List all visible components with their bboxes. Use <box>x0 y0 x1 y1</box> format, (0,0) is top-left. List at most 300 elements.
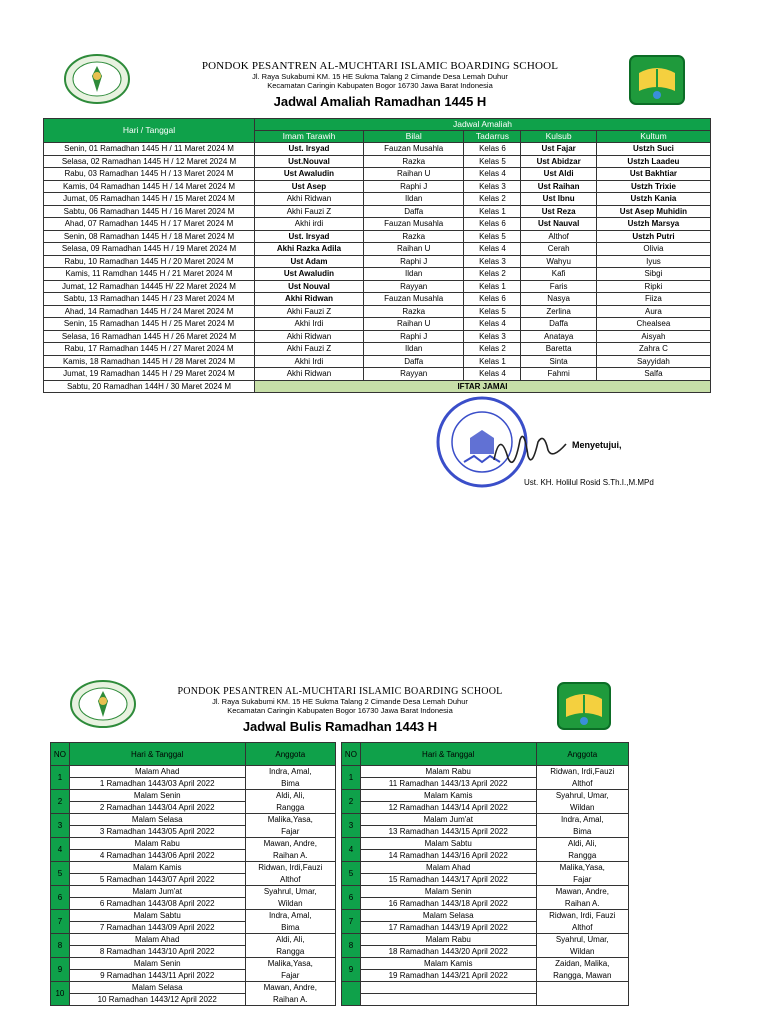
table-row <box>51 958 336 970</box>
table-cell: Daffa <box>521 318 596 331</box>
table-row <box>51 874 336 886</box>
table-row <box>342 970 629 982</box>
date-cell: 10 Ramadhan 1443/12 April 2022 <box>69 994 245 1006</box>
table-cell: Ust Ibnu <box>521 193 596 206</box>
row-number: 1 <box>342 766 361 790</box>
table-cell: Rabu, 17 Ramadhan 1445 H / 27 Maret 2024 M <box>44 343 255 356</box>
table-row <box>51 778 336 790</box>
table-cell: Razka <box>363 155 464 168</box>
date-cell: 17 Ramadhan 1443/19 April 2022 <box>360 922 536 934</box>
table-row <box>51 910 336 922</box>
approver-name: Ust. KH. Holilul Rosid S.Th.I.,M.MPd <box>524 478 654 487</box>
day-cell: Malam Kamis <box>360 790 536 802</box>
day-cell <box>360 982 536 994</box>
table-cell: Ust Nouval <box>255 280 364 293</box>
row-number: 9 <box>342 958 361 982</box>
table-cell: Ust Bakhtiar <box>596 168 710 181</box>
table-row <box>342 898 629 910</box>
table-row <box>342 862 629 874</box>
member-cell: Malika,Yasa, <box>536 862 628 874</box>
col-no: NO <box>342 743 361 766</box>
table-row <box>51 898 336 910</box>
table-row <box>342 826 629 838</box>
table-cell: Akhi Ridwan <box>255 330 364 343</box>
table-cell: Fiiza <box>596 293 710 306</box>
table-cell: Kelas 5 <box>464 230 521 243</box>
table-row <box>44 293 711 306</box>
table-row <box>44 318 711 331</box>
table-row <box>44 343 711 356</box>
table-cell: Zahra C <box>596 343 710 356</box>
table-cell: Jumat, 12 Ramadhan 14445 H/ 22 Maret 2024 M <box>44 280 255 293</box>
member-cell: Malika,Yasa, <box>245 814 335 826</box>
date-cell: 15 Ramadhan 1443/17 April 2022 <box>360 874 536 886</box>
table-row <box>44 193 711 206</box>
member-cell: Raihan A. <box>536 898 628 910</box>
day-cell: Malam Ahad <box>69 766 245 778</box>
table-row <box>51 970 336 982</box>
date-cell: 16 Ramadhan 1443/18 April 2022 <box>360 898 536 910</box>
table-cell: Akhi Fauzi Z <box>255 343 364 356</box>
row-number: 10 <box>51 982 70 1006</box>
table-cell: Fauzan Musahla <box>363 143 464 156</box>
member-cell: Wildan <box>536 946 628 958</box>
table-cell: Anataya <box>521 330 596 343</box>
table-row <box>51 766 336 778</box>
table-cell: Faris <box>521 280 596 293</box>
col-hari-tanggal: Hari / Tanggal <box>44 119 255 143</box>
table-cell: Senin, 08 Ramadhan 1445 H / 18 Maret 2024 M <box>44 230 255 243</box>
date-cell: 4 Ramadhan 1443/06 April 2022 <box>69 850 245 862</box>
table-row <box>44 330 711 343</box>
table-cell: Ahad, 07 Ramadhan 1445 H / 17 Maret 2024 M <box>44 218 255 231</box>
table-cell: Kelas 4 <box>464 243 521 256</box>
table-cell: Sabtu, 20 Ramadhan 144H / 30 Maret 2024 M <box>44 380 255 393</box>
col-header: Bilal <box>363 131 464 143</box>
day-cell: Malam Selasa <box>69 982 245 994</box>
table-cell: Senin, 01 Ramadhan 1445 H / 11 Maret 2024 M <box>44 143 255 156</box>
col-anggota: Anggota <box>536 743 628 766</box>
bulis-table-left <box>50 742 336 1006</box>
table-cell: Olivia <box>596 243 710 256</box>
table-cell: Kelas 3 <box>464 180 521 193</box>
date-cell: 13 Ramadhan 1443/15 April 2022 <box>360 826 536 838</box>
table-row <box>51 982 336 994</box>
row-number: 7 <box>51 910 70 934</box>
school-name: PONDOK PESANTREN AL-MUCHTARI ISLAMIC BOARDING SCHOOL <box>201 60 559 72</box>
table-cell: Fauzan Musahla <box>363 293 464 306</box>
date-cell: 5 Ramadhan 1443/07 April 2022 <box>69 874 245 886</box>
table-cell: Aura <box>596 305 710 318</box>
table-cell: Baretta <box>521 343 596 356</box>
table-cell: Kelas 2 <box>464 343 521 356</box>
table-cell: Rabu, 03 Ramadhan 1445 H / 13 Maret 2024 M <box>44 168 255 181</box>
day-cell: Malam Ahad <box>69 934 245 946</box>
table-row <box>342 802 629 814</box>
table-cell: Kelas 3 <box>464 330 521 343</box>
table-cell: Kamis, 18 Ramadhan 1445 H / 28 Maret 2024 M <box>44 355 255 368</box>
col-header: Kultum <box>596 131 710 143</box>
date-cell: 6 Ramadhan 1443/08 April 2022 <box>69 898 245 910</box>
table-row <box>44 205 711 218</box>
member-cell: Ridwan, Irdi,Fauzi <box>536 766 628 778</box>
member-cell: Althof <box>536 778 628 790</box>
table-cell: Razka <box>363 305 464 318</box>
table-cell: Kelas 6 <box>464 143 521 156</box>
day-cell: Malam Senin <box>69 790 245 802</box>
school-seal-logo <box>64 54 130 104</box>
table-row <box>44 143 711 156</box>
address-line-1-2: Jl. Raya Sukabumi KM. 15 HE Sukma Talang 2 Cimande Desa Lemah Duhur <box>212 697 468 706</box>
table-cell: Ust Nauval <box>521 218 596 231</box>
table-cell: Sabtu, 13 Ramadhan 1445 H / 23 Maret 2024 M <box>44 293 255 306</box>
member-cell: Ridwan, Irdi,Fauzi <box>245 862 335 874</box>
table-cell: Razka <box>363 230 464 243</box>
member-cell: Raihan A. <box>245 850 335 862</box>
table-cell: Ust Asep Muhidin <box>596 205 710 218</box>
table-cell: Ripki <box>596 280 710 293</box>
table-row <box>44 368 711 381</box>
row-number: 2 <box>342 790 361 814</box>
table-row <box>44 280 711 293</box>
member-cell: Bima <box>245 922 335 934</box>
table-row <box>51 994 336 1006</box>
table-cell: Akhi Irdi <box>255 318 364 331</box>
member-cell: Rangga <box>245 946 335 958</box>
address-line-1: Jl. Raya Sukabumi KM. 15 HE Sukma Talang 2 Cimande Desa Lemah Duhur <box>252 72 508 81</box>
bulis-table-right <box>341 742 629 1006</box>
table-cell: Sabtu, 06 Ramadhan 1445 H / 16 Maret 2024 M <box>44 205 255 218</box>
row-number: 5 <box>51 862 70 886</box>
day-cell: Malam Rabu <box>360 766 536 778</box>
row-number: 4 <box>51 838 70 862</box>
table-row <box>51 850 336 862</box>
row-number: 1 <box>51 766 70 790</box>
member-cell <box>536 982 628 994</box>
table-cell: Kelas 5 <box>464 305 521 318</box>
table-row <box>342 922 629 934</box>
table-cell: Fauzan Musahla <box>363 218 464 231</box>
member-cell: Fajar <box>245 826 335 838</box>
table-row <box>44 255 711 268</box>
table-row <box>44 218 711 231</box>
table-cell: Ildan <box>363 268 464 281</box>
row-number: 6 <box>51 886 70 910</box>
table-cell: Ust Raihan <box>521 180 596 193</box>
row-number: 6 <box>342 886 361 910</box>
table-cell: Akhi Fauzi Z <box>255 205 364 218</box>
row-number <box>342 982 361 1006</box>
table-cell: Fahmi <box>521 368 596 381</box>
table-cell: Akhi Irdi <box>255 355 364 368</box>
table-cell: Sibgi <box>596 268 710 281</box>
day-cell: Malam Senin <box>69 958 245 970</box>
date-cell <box>360 994 536 1006</box>
member-cell: Zaidan, Malika, <box>536 958 628 970</box>
table-cell: Akhi Ridwan <box>255 193 364 206</box>
table-cell: Jumat, 05 Ramadhan 1445 H / 15 Maret 2024 M <box>44 193 255 206</box>
table-cell: Akhi irdi <box>255 218 364 231</box>
table-cell: Kelas 6 <box>464 293 521 306</box>
date-cell: 18 Ramadhan 1443/20 April 2022 <box>360 946 536 958</box>
table-cell: Aisyah <box>596 330 710 343</box>
address-line-2: Kecamatan Caringin Kabupaten Bogor 16730 Jawa Barat Indonesia <box>267 81 493 90</box>
table-cell: Ustzh Trixie <box>596 180 710 193</box>
date-cell: 19 Ramadhan 1443/21 April 2022 <box>360 970 536 982</box>
table-row <box>44 155 711 168</box>
table-cell: Ust Awaludin <box>255 168 364 181</box>
member-cell: Aldi, Ali, <box>245 934 335 946</box>
table-row <box>51 802 336 814</box>
open-book-logo <box>557 682 611 730</box>
row-number: 7 <box>342 910 361 934</box>
member-cell: Syahrul, Umar, <box>245 886 335 898</box>
row-number: 9 <box>51 958 70 982</box>
member-cell: Mawan, Andre, <box>536 886 628 898</box>
col-header: Tadarrus <box>464 131 521 143</box>
member-cell: Syahrul, Umar, <box>536 934 628 946</box>
day-cell: Malam Sabtu <box>69 910 245 922</box>
table-cell: Kelas 2 <box>464 193 521 206</box>
day-cell: Malam Rabu <box>69 838 245 850</box>
date-cell: 14 Ramadhan 1443/16 April 2022 <box>360 850 536 862</box>
table-cell: Akhi Ridwan <box>255 368 364 381</box>
table-cell: Rabu, 10 Ramadhan 1445 H / 20 Maret 2024 M <box>44 255 255 268</box>
table-row <box>342 838 629 850</box>
member-cell: Mawan, Andre, <box>245 982 335 994</box>
table-cell: Iyus <box>596 255 710 268</box>
table-cell: Ustzh Laadeu <box>596 155 710 168</box>
table-row <box>342 874 629 886</box>
table-cell: Akhi Fauzi Z <box>255 305 364 318</box>
table-row <box>44 268 711 281</box>
table-cell: Kafi <box>521 268 596 281</box>
table-cell: Sinta <box>521 355 596 368</box>
table-cell: Ildan <box>363 343 464 356</box>
table-cell: Kelas 1 <box>464 355 521 368</box>
table-cell: Jumat, 19 Ramadhan 1445 H / 29 Maret 2024 M <box>44 368 255 381</box>
date-cell: 7 Ramadhan 1443/09 April 2022 <box>69 922 245 934</box>
row-number: 3 <box>342 814 361 838</box>
table-row <box>342 766 629 778</box>
member-cell: Rangga <box>536 850 628 862</box>
table-cell: Daffa <box>363 205 464 218</box>
table-cell: Kamis, 04 Ramadhan 1445 H / 14 Maret 2024 M <box>44 180 255 193</box>
table-cell: Ustzh Kania <box>596 193 710 206</box>
table-cell: Althof <box>521 230 596 243</box>
table-row <box>342 790 629 802</box>
member-cell: Bima <box>536 826 628 838</box>
date-cell: 2 Ramadhan 1443/04 April 2022 <box>69 802 245 814</box>
page-title-2: Jadwal Bulis Ramadhan 1443 H <box>242 719 438 734</box>
member-cell: Rangga, Mawan <box>536 970 628 982</box>
day-cell: Malam Jum'at <box>360 814 536 826</box>
school-name-2: PONDOK PESANTREN AL-MUCHTARI ISLAMIC BOARDING SCHOOL <box>177 686 503 697</box>
table-cell: Raihan U <box>363 168 464 181</box>
member-cell: Fajar <box>536 874 628 886</box>
table-cell: Kelas 1 <box>464 280 521 293</box>
member-cell: Indra, Amal, <box>245 910 335 922</box>
table-cell: Akhi Ridwan <box>255 293 364 306</box>
day-cell: Malam Selasa <box>360 910 536 922</box>
row-number: 4 <box>342 838 361 862</box>
table-row <box>342 778 629 790</box>
member-cell: Wildan <box>245 898 335 910</box>
table-cell: Selasa, 09 Ramadhan 1445 H / 19 Maret 2024 M <box>44 243 255 256</box>
table-row <box>44 243 711 256</box>
table-row <box>342 814 629 826</box>
approval-label: Menyetujui, <box>572 440 622 450</box>
table-row <box>51 838 336 850</box>
table-cell: Kelas 6 <box>464 218 521 231</box>
table-row <box>342 886 629 898</box>
table-cell: Raihan U <box>363 318 464 331</box>
table-row <box>51 826 336 838</box>
table-row <box>51 814 336 826</box>
table-row <box>44 380 711 393</box>
date-cell: 8 Ramadhan 1443/10 April 2022 <box>69 946 245 958</box>
table-cell: Kelas 4 <box>464 168 521 181</box>
table-row <box>342 946 629 958</box>
member-cell: Althof <box>536 922 628 934</box>
row-number: 3 <box>51 814 70 838</box>
day-cell: Malam Senin <box>360 886 536 898</box>
table-row <box>44 180 711 193</box>
table-cell: Senin, 15 Ramadhan 1445 H / 25 Maret 2024 M <box>44 318 255 331</box>
table-cell: Salfa <box>596 368 710 381</box>
table-row <box>44 305 711 318</box>
table-cell: Raphi J <box>363 255 464 268</box>
table-cell: Nasya <box>521 293 596 306</box>
member-cell: Fajar <box>245 970 335 982</box>
open-book-logo <box>629 55 685 105</box>
date-cell: 9 Ramadhan 1443/11 April 2022 <box>69 970 245 982</box>
table-cell: Kelas 1 <box>464 205 521 218</box>
table-row <box>44 168 711 181</box>
page-title: Jadwal Amaliah Ramadhan 1445 H <box>273 94 487 109</box>
table-cell: Ustzh Marsya <box>596 218 710 231</box>
table-cell: Raphi J <box>363 330 464 343</box>
table-cell: Rayyan <box>363 280 464 293</box>
date-cell: 3 Ramadhan 1443/05 April 2022 <box>69 826 245 838</box>
table-cell: Kelas 3 <box>464 255 521 268</box>
table-row <box>51 922 336 934</box>
table-cell: Raihan U <box>363 243 464 256</box>
table-cell: Chealsea <box>596 318 710 331</box>
table-cell: Akhi Razka Adila <box>255 243 364 256</box>
date-cell: 1 Ramadhan 1443/03 April 2022 <box>69 778 245 790</box>
signature-scribble <box>490 420 570 475</box>
table-row <box>51 934 336 946</box>
member-cell <box>536 994 628 1006</box>
table-row <box>51 886 336 898</box>
table-cell: Ust. Irsyad <box>255 143 364 156</box>
col-group-jadwal: Jadwal Amaliah <box>255 119 711 131</box>
table-cell: Ildan <box>363 193 464 206</box>
table-row <box>342 958 629 970</box>
day-cell: Malam Rabu <box>360 934 536 946</box>
table-cell: Raphi J <box>363 180 464 193</box>
table-cell: Kamis, 11 Ramdhan 1445 H / 21 Maret 2024 M <box>44 268 255 281</box>
table-cell: Ust Adam <box>255 255 364 268</box>
table-cell: Ahad, 14 Ramadhan 1445 H / 24 Maret 2024 M <box>44 305 255 318</box>
school-seal-logo <box>70 680 136 728</box>
member-cell: Wildan <box>536 802 628 814</box>
table-cell: Ustzh Suci <box>596 143 710 156</box>
table-cell: Kelas 4 <box>464 318 521 331</box>
table-row <box>342 994 629 1006</box>
table-row <box>342 982 629 994</box>
date-cell: 11 Ramadhan 1443/13 April 2022 <box>360 778 536 790</box>
col-hari-tanggal: Hari & Tanggal <box>69 743 245 766</box>
member-cell: Indra, Amal, <box>536 814 628 826</box>
table-cell: Cerah <box>521 243 596 256</box>
amaliah-table <box>43 118 711 393</box>
table-cell: Rayyan <box>363 368 464 381</box>
table-row <box>51 946 336 958</box>
table-cell: Selasa, 16 Ramadhan 1445 H / 26 Maret 2024 M <box>44 330 255 343</box>
day-cell: Malam Selasa <box>69 814 245 826</box>
day-cell: Malam Kamis <box>69 862 245 874</box>
col-anggota: Anggota <box>245 743 335 766</box>
member-cell: Ridwan, Irdi, Fauzi <box>536 910 628 922</box>
col-header: Kulsub <box>521 131 596 143</box>
address-line-2-2: Kecamatan Caringin Kabupaten Bogor 16730 Jawa Barat Indonesia <box>227 706 453 715</box>
member-cell: Aldi, Ali, <box>245 790 335 802</box>
table-row <box>51 862 336 874</box>
table-cell: Daffa <box>363 355 464 368</box>
table-cell: Zerlina <box>521 305 596 318</box>
table-row <box>342 850 629 862</box>
member-cell: Syahrul, Umar, <box>536 790 628 802</box>
table-cell: Ust Abidzar <box>521 155 596 168</box>
row-number: 8 <box>342 934 361 958</box>
table-cell: Ust Reza <box>521 205 596 218</box>
table-row <box>44 355 711 368</box>
table-cell: Ust Fajar <box>521 143 596 156</box>
day-cell: Malam Kamis <box>360 958 536 970</box>
table-cell: Kelas 4 <box>464 368 521 381</box>
member-cell: Aldi, Ali, <box>536 838 628 850</box>
iftar-cell: IFTAR JAMAI <box>255 380 711 393</box>
member-cell: Raihan A. <box>245 994 335 1006</box>
col-hari-tanggal: Hari & Tanggal <box>360 743 536 766</box>
table-cell: Ust Awaludin <box>255 268 364 281</box>
table-cell: Wahyu <box>521 255 596 268</box>
table-row <box>342 910 629 922</box>
row-number: 8 <box>51 934 70 958</box>
col-no: NO <box>51 743 70 766</box>
table-cell: Ust. Irsyad <box>255 230 364 243</box>
member-cell: Rangga <box>245 802 335 814</box>
day-cell: Malam Sabtu <box>360 838 536 850</box>
row-number: 2 <box>51 790 70 814</box>
row-number: 5 <box>342 862 361 886</box>
member-cell: Malika,Yasa, <box>245 958 335 970</box>
table-cell: Sayyidah <box>596 355 710 368</box>
table-cell: Ust Aldi <box>521 168 596 181</box>
member-cell: Althof <box>245 874 335 886</box>
table-row <box>342 934 629 946</box>
day-cell: Malam Jum'at <box>69 886 245 898</box>
date-cell: 12 Ramadhan 1443/14 April 2022 <box>360 802 536 814</box>
table-cell: Selasa, 02 Ramadhan 1445 H / 12 Maret 2024 M <box>44 155 255 168</box>
table-cell: Kelas 5 <box>464 155 521 168</box>
day-cell: Malam Ahad <box>360 862 536 874</box>
member-cell: Indra, Amal, <box>245 766 335 778</box>
table-row <box>51 790 336 802</box>
table-row <box>44 230 711 243</box>
